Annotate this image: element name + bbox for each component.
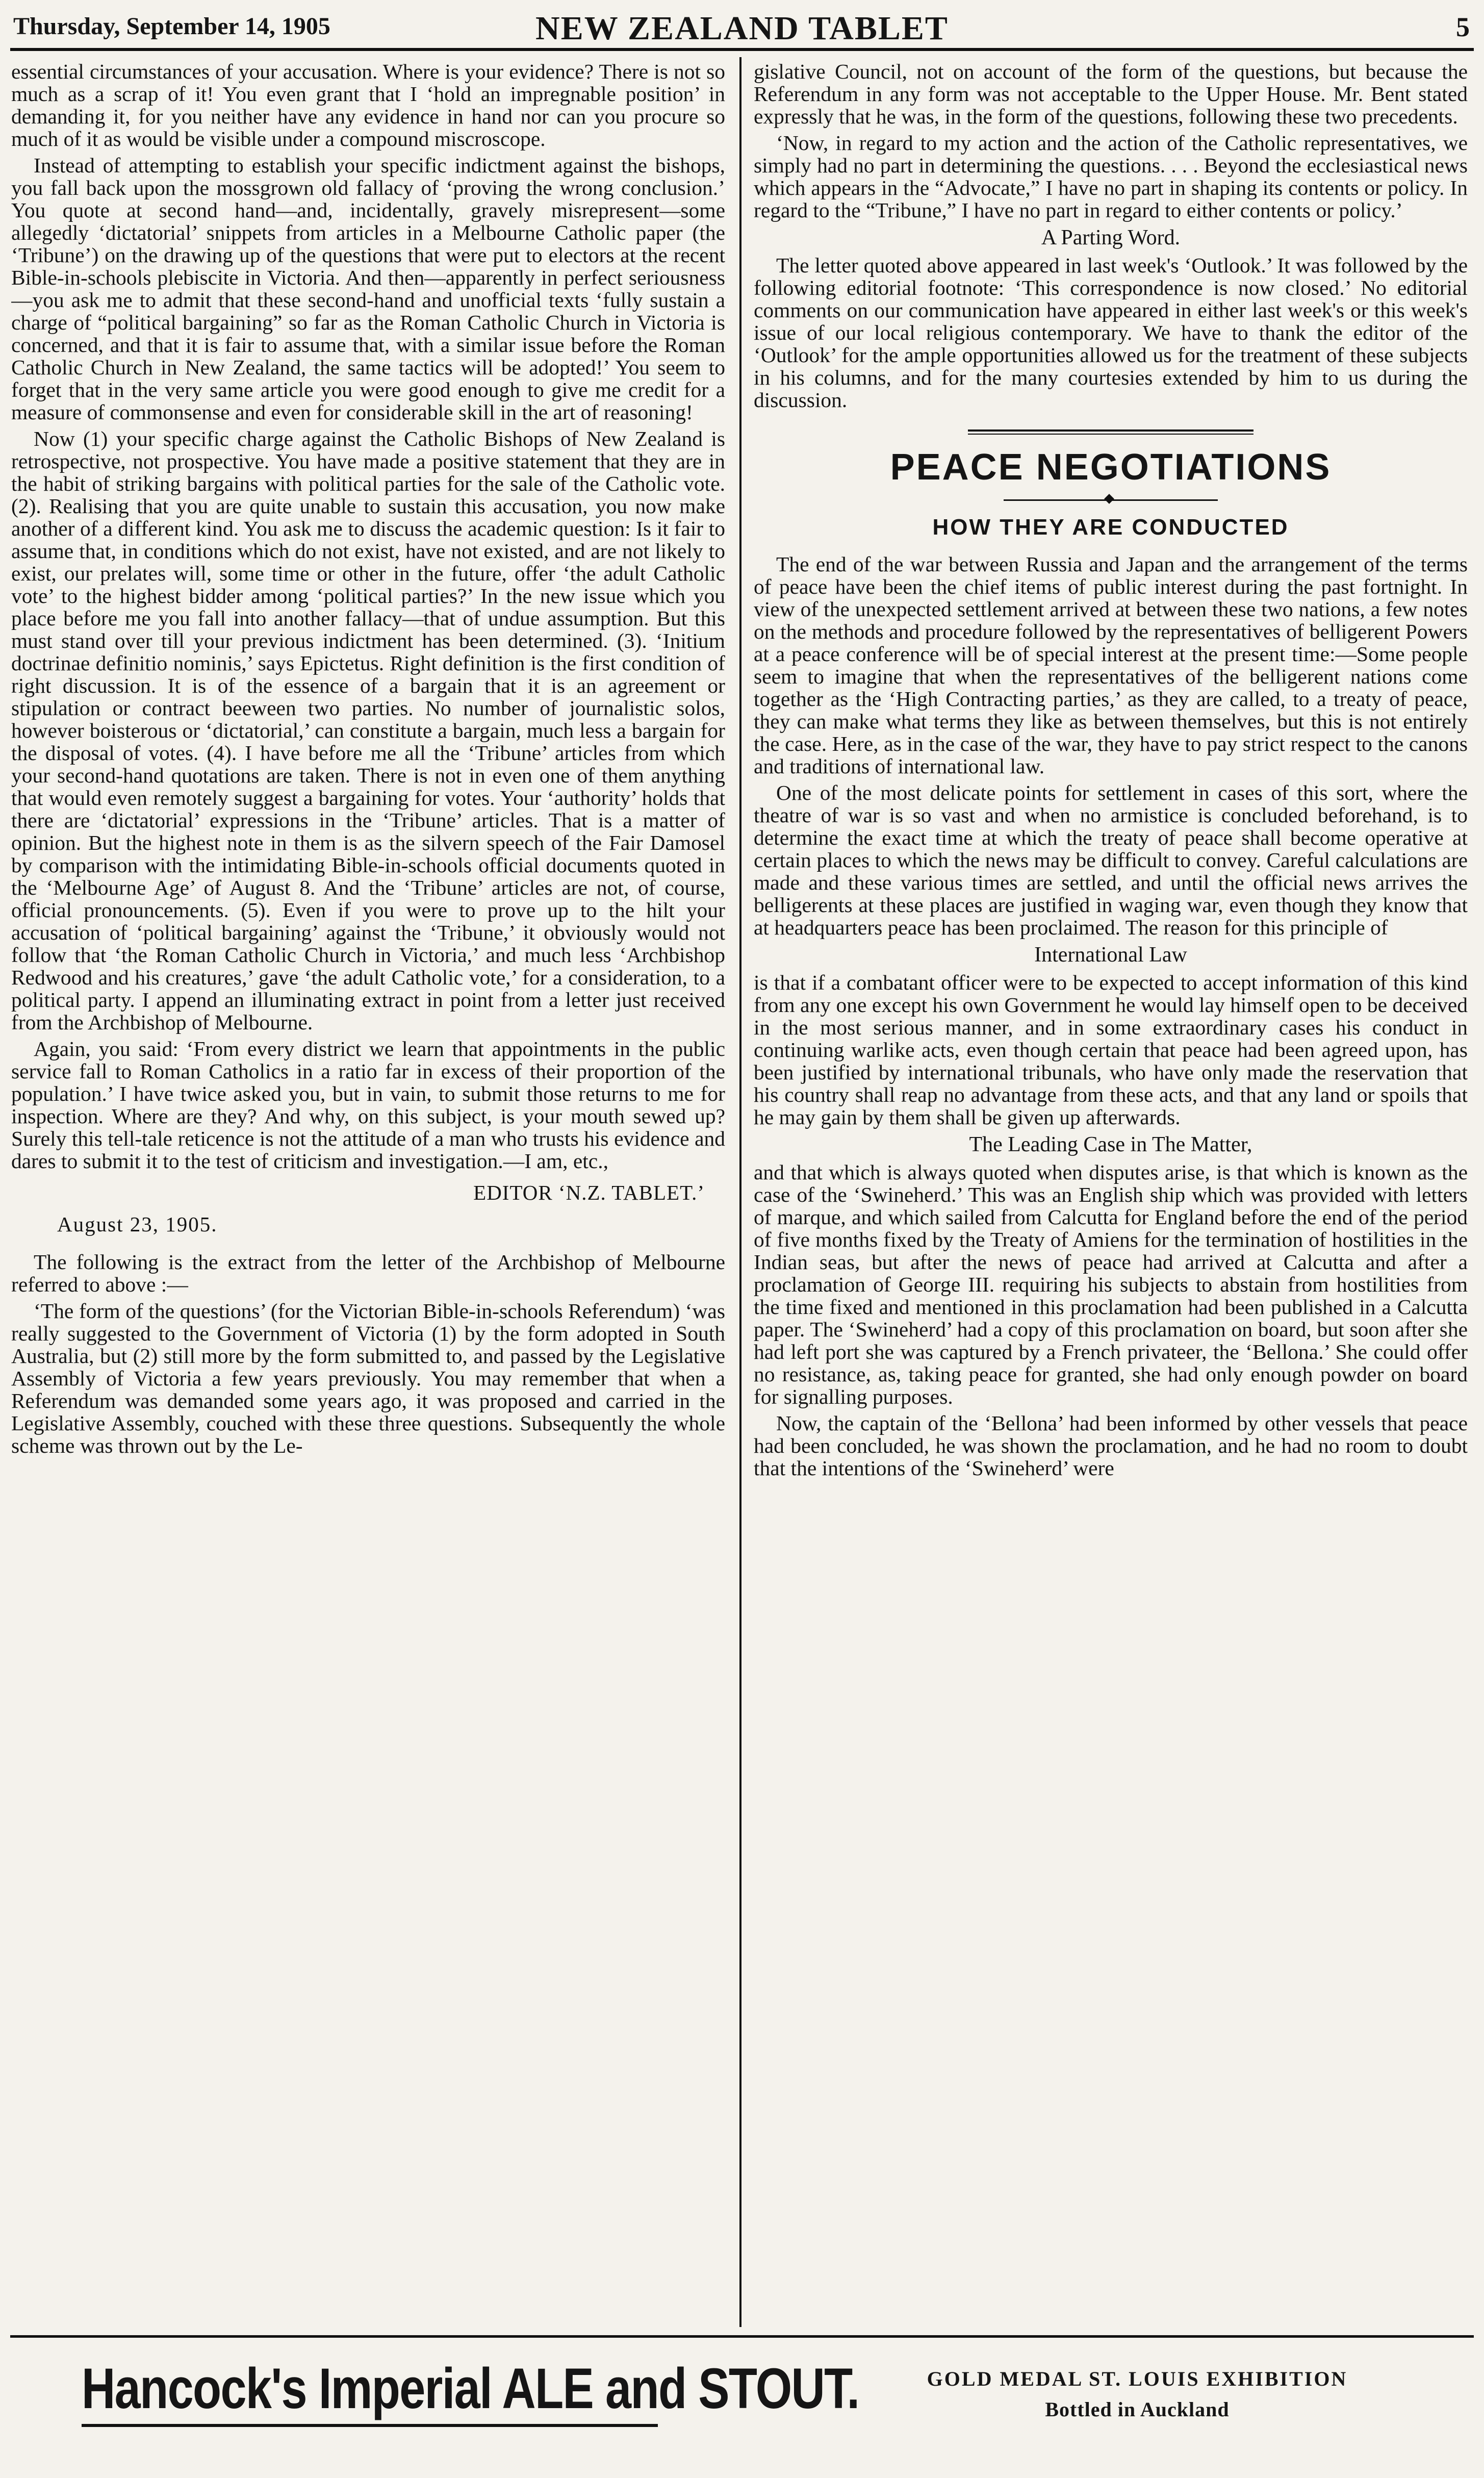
- column-divider: [739, 57, 741, 2327]
- article-paragraph: One of the most delicate points for settlement in cases of this sort, where the theatre of war is so vast and when no armistice is concluded beforehand, is to determine the exact time at which the treaty of peace shall become operative at certain places to which the news may be difficult to convey. Careful calculations are made and these various times are settled, and until the official news arrives the belligerents at these places are justified in waging war, even though they know that at headquarters peace has been proclaimed. The reason for this principle of: [754, 781, 1468, 939]
- article-subheadline: HOW THEY ARE CONDUCTED: [932, 515, 1289, 540]
- editor-signature: EDITOR ‘N.Z. TABLET.’: [473, 1181, 705, 1204]
- quoted-paragraph: ‘The form of the questions’ (for the Victorian Bible-in-schools Referendum) ‘was really suggested to the Government of Victoria (1) by the form adopted in South Australia, but (2) still more by the form submitted to, and passed by the Legislative Assembly of Victoria a few years previously. You may remember that when a Referendum was demanded some years ago, it was proposed and carried in the Legislative Assembly, couched with these three questions. Subsequently the whole scheme was thrown out by the Le-: [11, 1299, 725, 1457]
- masthead: [10, 9, 1474, 45]
- advertisement-underline: [82, 2424, 658, 2427]
- issue-date: Thursday, September 14, 1905: [13, 13, 330, 40]
- footer-rule: [10, 2335, 1474, 2338]
- article-paragraph: Now (1) your specific charge against the Catholic Bishops of New Zealand is retrospective, not prospective. You have made a positive statement that they are in the habit of striking bargains with political parties for the sale of the Catholic vote. (2). Realising that you are quite unable to sustain this accusation, you now make another of a different kind. You ask me to discuss the academic question: Is it fair to assume that, in conditions which do not exist, have not existed, and are not likely to exist, our prelates will, some time or other in the future, offer ‘the adult Catholic vote’ to the highest bidder among ‘political parties?’ In the new issue which you place before me you fall into another fallacy—that of undue assumption. But this must stand over till your previous indictment has been determined. (3). ‘Initium doctrinae definitio nominis,’ says Epictetus. Right definition is the first condition of right discussion. It is of the essence of a bargain that it is an agreement or stipulation or contract beeween two parties. No number of journalistic solos, however boisterous or ‘dictatorial,’ can constitute a bargain, much less a bargain for the disposal of votes. (4). I have before me all the ‘Tribune’ articles from which your second-hand quotations are taken. There is not in even one of them anything that would even remotely suggest a bargaining for votes. Your ‘authority’ holds that there are ‘dictatorial’ expressions in the ‘Tribune’ articles. That is a matter of opinion. But the highest note in them is as the silvern speech of the Fair Damosel by comparison with the intimidating Bible-in-schools official documents quoted in the ‘Melbourne Age’ of August 8. And the ‘Tribune’ articles are not, of course, official pronouncements. (5). Even if you were to prove up to the hilt your accusation of ‘political bargaining’ against the ‘Tribune,’ it obviously would not follow that ‘the Roman Catholic Church in Victoria,’ and much less ‘Archbishop Redwood and his creatures,’ gave ‘the adult Catholic vote,’ for a consideration, to a political party. I append an illuminating extract in point from a letter just received from the Archbishop of Melbourne.: [11, 427, 725, 1034]
- article-paragraph: gislative Council, not on account of the form of the questions, but because the Referendum in any form was not acceptable to the Upper House. Mr. Bent stated expressly that he was, in the form of the questions, following these two precedents.: [754, 60, 1468, 128]
- advertisement-award: GOLD MEDAL ST. LOUIS EXHIBITION: [927, 2367, 1348, 2390]
- article-separator: [968, 429, 1253, 435]
- article-paragraph: Now, the captain of the ‘Bellona’ had been informed by other vessels that peace had been concluded, he was shown the proclamation, and he had no room to doubt that the intentions of the ‘Swineherd’ were: [754, 1411, 1468, 1480]
- article-headline: PEACE NEGOTIATIONS: [890, 447, 1332, 488]
- newspaper-title: NEW ZEALAND TABLET: [535, 10, 949, 47]
- article-paragraph: essential circumstances of your accusation. Where is your evidence? There is not so much as a scrap of it! You even grant that I ‘hold an impregnable position’ in demanding it, for you neither have any evidence in hand nor can you procure so much of it as would be visible under a compound miscroscope.: [11, 60, 725, 150]
- section-subhead: A Parting Word.: [1041, 226, 1181, 249]
- article-paragraph: Again, you said: ‘From every district we learn that appointments in the public service fall to Roman Catholics in a ratio far in excess of their proportion of the population.’ I have twice asked you, but in vain, to submit those returns to me for inspection. Where are they? And why, on this subject, is your mouth sewed up? Surely this tell-tale reticence is not the attitude of a man who trusts his evidence and dares to submit it to the test of criticism and investigation.—I am, etc.,: [11, 1037, 725, 1173]
- article-paragraph: The end of the war between Russia and Japan and the arrangement of the terms of peace have been the chief items of public interest during the past fortnight. In view of the unexpected settlement arrived at between these two nations, a few notes on the methods and procedure followed by the representatives of belligerent Powers at a peace conference will be of special interest at the present time:—Some people seem to imagine that when the representatives of the belligerent nations come together as the ‘High Contracting parties,’ as they are called, to a treaty of peace, they can make what terms they like as between themselves, but this is not entirely the case. Here, as in the case of the war, they have to pay strict respect to the canons and traditions of international law.: [754, 552, 1468, 778]
- diamond-ornament-icon: [1104, 494, 1114, 504]
- left-column: [11, 60, 725, 2320]
- letter-dateline: August 23, 1905.: [57, 1212, 218, 1236]
- masthead-rule: [10, 48, 1474, 51]
- section-subhead: International Law: [1034, 943, 1187, 967]
- page-number: 5: [1456, 12, 1470, 42]
- article-paragraph: The following is the extract from the letter of the Archbishop of Melbourne referred to above :—: [11, 1250, 725, 1296]
- article-paragraph: and that which is always quoted when disputes arise, is that which is known as the case of the ‘Swineherd.’ This was an English ship which was provided with letters of marque, and which sailed from Calcutta for England before the end of the period of five months fixed by the Treaty of Amiens for the termination of hostilities in the Indian seas, but after the news of peace had arrived at Calcutta and after a proclamation of George III. requiring his subjects to abstain from hostilities from the time fixed and mentioned in this proclamation had been published in a Calcutta paper. The ‘Swineherd’ had a copy of this proclamation on board, but soon after she had left port she was captured by a French privateer, the ‘Bellona.’ She could offer no resistance, as, taking peace for granted, she had only enough powder on board for signalling purposes.: [754, 1160, 1468, 1408]
- article-paragraph: The letter quoted above appeared in last week's ‘Outlook.’ It was followed by the following editorial footnote: ‘This correspondence is now closed.’ No editorial comments on our communication have appeared in either last week's or this week's issue of our local religious contemporary. We have to thank the editor of the ‘Outlook’ for the ample opportunities allowed us for the treatment of these subjects in his columns, and for the many courtesies extended by him to us during the discussion.: [754, 254, 1468, 412]
- section-subhead: The Leading Case in The Matter,: [969, 1133, 1252, 1156]
- quoted-paragraph: ‘Now, in regard to my action and the action of the Catholic representatives, we simply had no part in determining the questions. . . . Beyond the ecclesiastical news which appears in the “Advocate,” I have no part in shaping its contents or policy. In regard to the “Tribune,” I have no part in regard to either contents or policy.’: [754, 131, 1468, 222]
- article-paragraph: is that if a combatant officer were to be expected to accept information of this kind from any one except his own Government he would lay himself open to be deceived in the most serious manner, and in some extraordinary cases his conduct in continuing warlike acts, even though certain that peace had been agreed upon, has been justified by international tribunals, who have only made the reservation that his country shall reap no advantage from these acts, and that any land or spoils that he may gain by them shall be given up afterwards.: [754, 971, 1468, 1129]
- advertisement-bottling: Bottled in Auckland: [1045, 2398, 1230, 2421]
- right-column: [754, 60, 1468, 2320]
- article-paragraph: Instead of attempting to establish your specific indictment against the bishops, you fall back upon the mossgrown old fallacy of ‘proving the wrong conclusion.’ You quote at second hand—and, incidentally, gravely misrepresent—some allegedly ‘dictatorial’ snippets from articles in a Melbourne Catholic paper (the ‘Tribune’) on the drawing up of the questions that were put to electors at the recent Bible-in-schools plebiscite in Victoria. And then—apparently in perfect seriousness—you ask me to admit that these second-hand and unofficial texts ‘fully sustain a charge of “political bargaining” so far as the Roman Catholic Church in Victoria is concerned, and that it is fair to assume that, with a similar issue before the Roman Catholic Church in New Zealand, the same tactics will be adopted!’ You seem to forget that in the very same article you were good enough to give me credit for a measure of commonsense and even for considerable skill in the art of reasoning!: [11, 154, 725, 424]
- diamond-rule: [1004, 495, 1218, 505]
- advertisement-banner: Hancock's Imperial ALE and STOUT.: [82, 2357, 859, 2420]
